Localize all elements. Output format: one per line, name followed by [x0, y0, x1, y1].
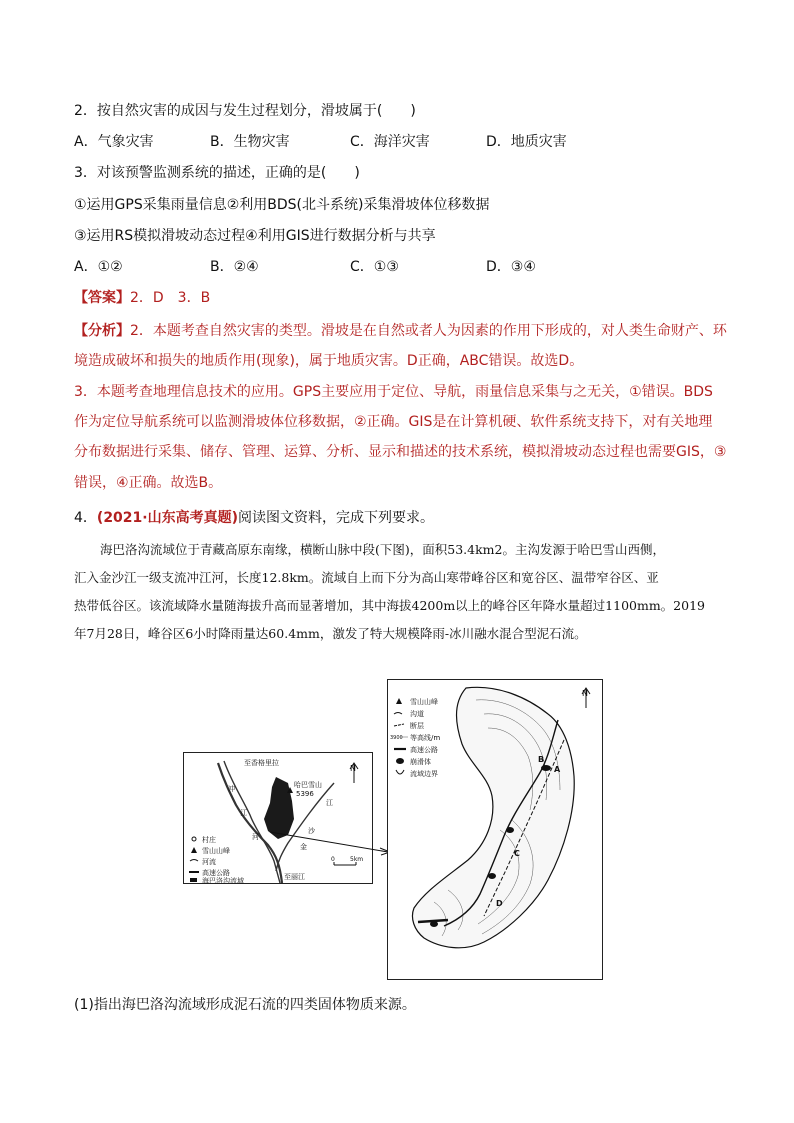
q3-option-b[interactable]: B．②④: [210, 259, 259, 275]
analysis-text-1: 2．本题考查自然灾害的类型。滑坡是在自然或者人为因素的作用下形成的，对人类生命财产、环: [130, 323, 727, 339]
q3-statement-line1: ①运用GPS采集雨量信息②利用BDS(北斗系统)采集滑坡体位移数据: [74, 197, 490, 213]
q2-stem: 2．按自然灾害的成因与发生过程划分，滑坡属于( ): [74, 103, 416, 119]
to-shangrila-label: 至香格里拉: [244, 759, 279, 767]
q4-intro: 阅读图文资料，完成下列要求。: [238, 510, 435, 526]
q4-passage-line-4: 年7月28日，峰谷区6小时降雨量达60.4mm，激发了特大规模降雨-冰川融水混合型泥石流。: [74, 626, 587, 641]
q4-passage-line-2: 汇入金沙江一级支流冲江河，长度12.8km。流域自上而下分为高山寒带峰谷区和宽谷区、温带窄谷区、亚: [74, 570, 659, 585]
landslide-body: [430, 921, 438, 927]
q2-option-d[interactable]: D．地质灾害: [486, 134, 567, 150]
peak-elevation: 5396: [296, 790, 314, 798]
boundary-legend-icon: [396, 770, 404, 774]
q2-option-a[interactable]: A．气象灾害: [74, 134, 154, 150]
basin-legend-icon: [190, 878, 197, 882]
q4-source: (2021·山东高考真题): [96, 510, 239, 526]
point-a: A: [554, 765, 561, 774]
analysis-tag: 【分析】: [74, 323, 130, 339]
q4-passage-line-3: 热带低谷区。该流域降水量随海拔升高而显著增加，其中海拔4200m以上的峰谷区年降水量超过1100mm。2019: [74, 598, 705, 613]
analysis-line-3: 3．本题考查地理信息技术的应用。GPS主要应用于定位、导航，雨量信息采集与之无关，①错误。BDS: [74, 384, 713, 400]
basin-detail-svg: [388, 680, 602, 979]
q4-passage-line-1: 海巴洛沟流域位于青藏高原东南缘，横断山脉中段(下图)，面积53.4km2。主沟发源于哈巴雪山西侧，: [100, 542, 665, 557]
answer-line: [74, 288, 210, 308]
legend-highway: 高速公路: [202, 869, 230, 877]
to-lijiang-label: 至丽江: [284, 873, 305, 881]
analysis-line-2: 境造成破坏和损失的地质作用(现象)，属于地质灾害。D正确，ABC错误。故选D。: [74, 353, 584, 369]
q4-passage: [74, 536, 762, 648]
river-char-1: 冲: [228, 785, 235, 793]
analysis-line-5: 分布数据进行采集、储存、管理、运算、分析、显示和描述的技术系统，模拟滑坡动态过程也需要GIS，③: [74, 444, 727, 460]
landslide-body: [541, 765, 551, 771]
peak-legend-icon: [396, 698, 402, 704]
basin-boundary: [412, 687, 574, 947]
q3-option-d[interactable]: D．③④: [486, 259, 536, 275]
landslide-legend-icon: [396, 758, 404, 764]
legend-channel: 沟道: [410, 710, 424, 718]
analysis-line-4: 作为定位导航系统可以监测滑坡体位移数据，②正确。GIS是在计算机硬、软件系统支持下，对有关地理: [74, 414, 713, 430]
point-c: C: [514, 849, 520, 858]
legend-river: 河流: [202, 858, 216, 866]
q3-option-a[interactable]: A．①②: [74, 259, 123, 275]
answer-text: 2．D 3．B: [130, 290, 211, 306]
peak-legend-icon: [191, 847, 197, 853]
legend-landslide: 崩滑体: [410, 758, 431, 766]
legend-contour: 等高线/m: [410, 734, 441, 742]
legend-basin: 海巴洛沟流域: [202, 877, 244, 883]
legend-highway: 高速公路: [410, 746, 438, 754]
river-char-3: 河: [252, 833, 259, 841]
q2-option-b[interactable]: B．生物灾害: [210, 134, 290, 150]
river-char-2: 江: [240, 809, 247, 817]
river-char-6: 江: [326, 799, 333, 807]
connector-arrow: [260, 770, 400, 860]
q3-stem: 3．对该预警监测系统的描述，正确的是( ): [74, 165, 360, 181]
q2-option-c[interactable]: C．海洋灾害: [350, 134, 430, 150]
fault-legend-icon: [394, 724, 404, 726]
analysis-line-6: 错误，④正确。故选B。: [74, 475, 223, 491]
q3-statement-line2: ③运用RS模拟滑坡动态过程④利用GIS进行数据分析与共享: [74, 228, 436, 244]
peak-name: 哈巴雪山: [294, 781, 322, 789]
answer-tag: 【答案】: [74, 290, 130, 306]
legend-peak: 雪山山峰: [202, 847, 230, 855]
river-legend-icon: [190, 860, 198, 862]
q3-option-c[interactable]: C．①③: [350, 259, 399, 275]
q4-number: 4．: [74, 510, 97, 526]
village-legend-icon: [192, 837, 196, 841]
legend-village: 村庄: [202, 836, 216, 844]
river-char-5: 沙: [308, 827, 315, 835]
q4-heading: [74, 508, 434, 528]
scale-zero: 0: [331, 856, 335, 863]
basin-detail-map: [387, 679, 603, 980]
landslide-body: [506, 827, 514, 833]
analysis-line-1: [74, 321, 727, 341]
point-d: D: [496, 899, 503, 908]
legend-boundary: 流域边界: [410, 770, 438, 778]
point-b: B: [538, 755, 545, 764]
landslide-body: [488, 873, 496, 879]
north-label: N: [582, 689, 588, 698]
q4-subquestion-1: (1)指出海巴洛沟流域形成泥石流的四类固体物质来源。: [74, 997, 416, 1013]
connector-line: [270, 832, 388, 852]
north-label: N: [350, 764, 356, 773]
legend-fault: 断层: [410, 722, 424, 730]
highway-inner: [220, 763, 238, 805]
river-char-4: 金: [300, 843, 307, 851]
scale-five: 5km: [350, 856, 364, 863]
channel-legend-icon: [394, 713, 402, 715]
contour-value: 3900: [390, 735, 403, 741]
legend-peak: 雪山山峰: [410, 698, 438, 706]
